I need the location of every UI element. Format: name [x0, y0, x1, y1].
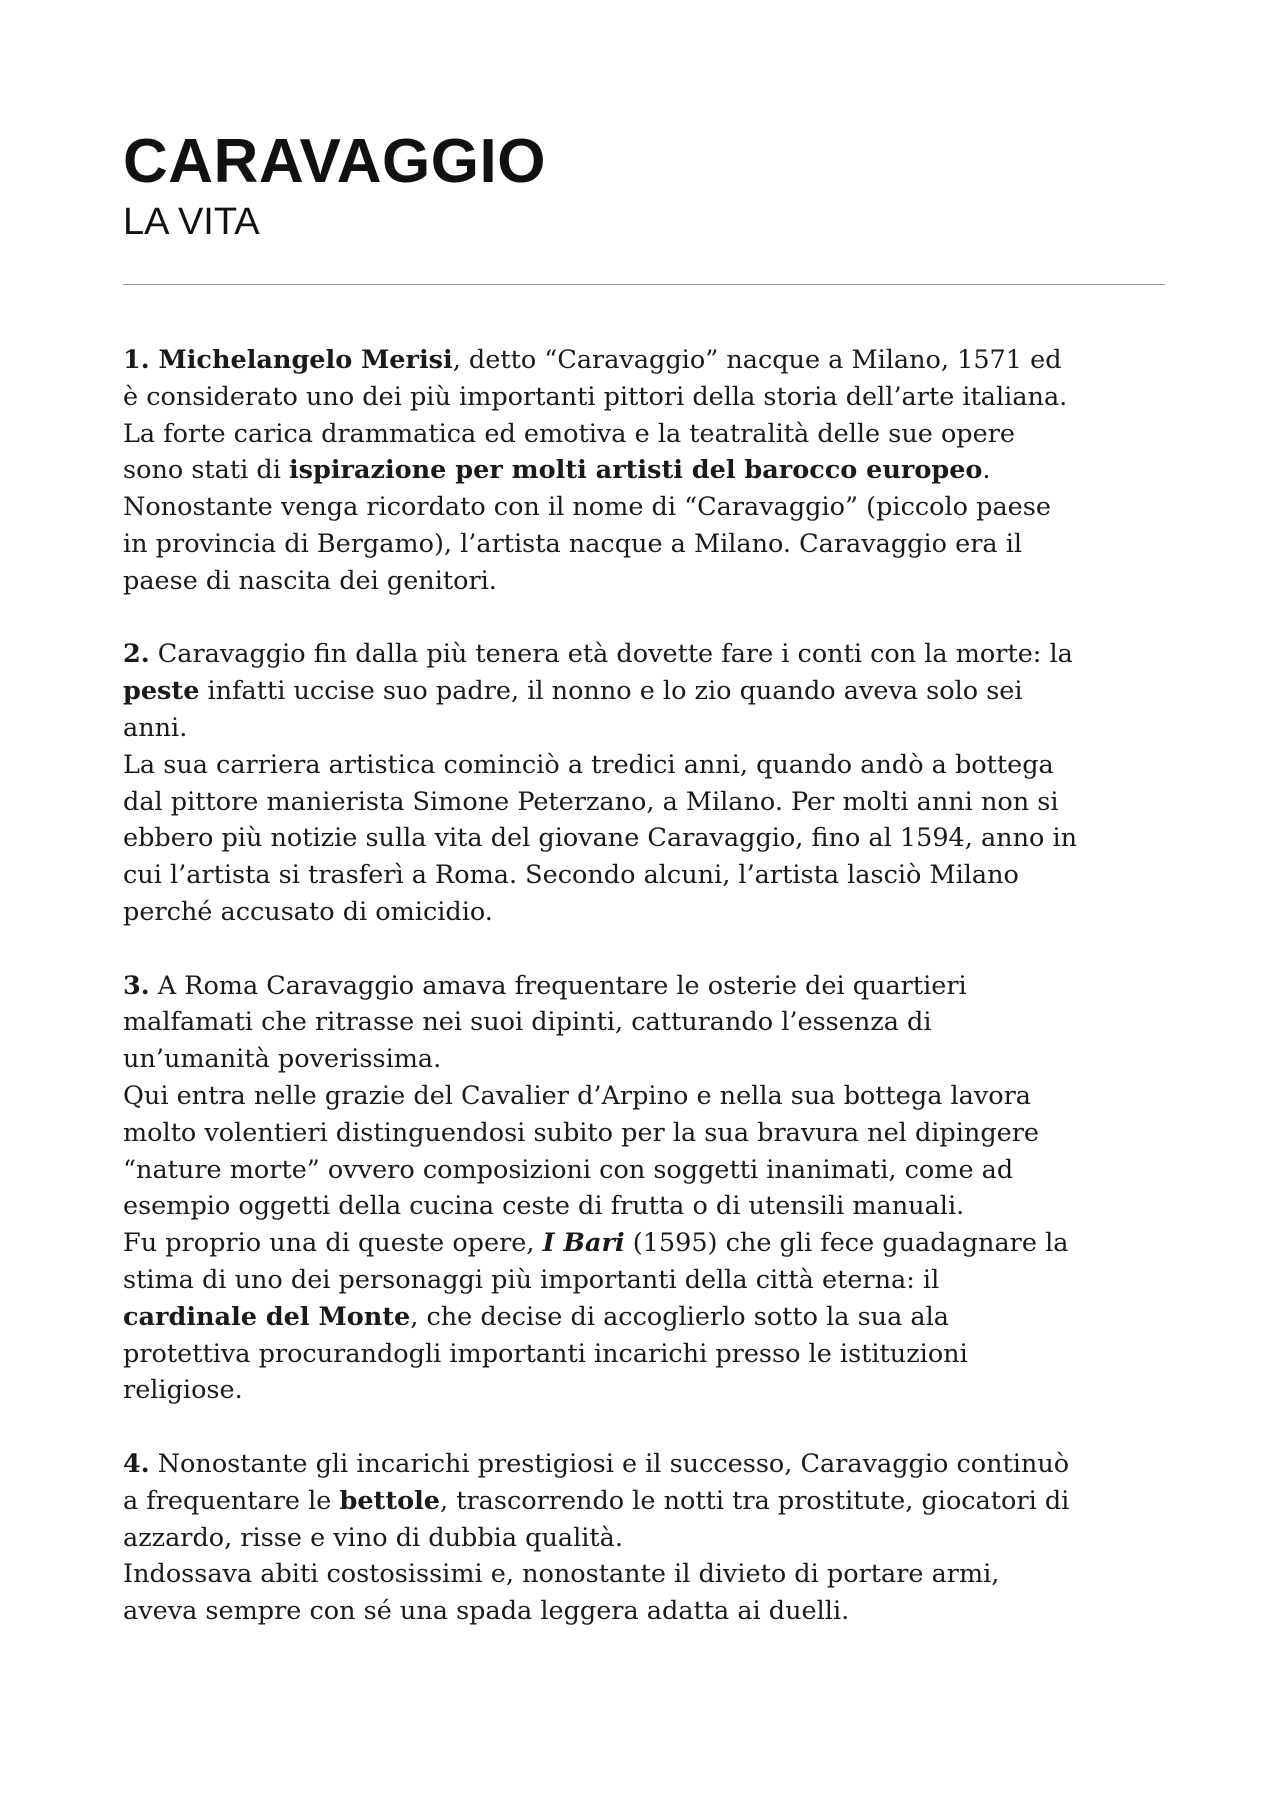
text-run: Nonostante venga ricordato con il nome di “Caravaggio” (piccolo paese [123, 492, 1051, 523]
text-run: molto volentieri distinguendosi subito per la sua bravura nel dipingere [123, 1117, 1040, 1148]
text-line [123, 636, 1165, 673]
text-line [123, 1188, 1165, 1225]
paragraph-1 [123, 342, 1165, 600]
text-run: Indossava abiti costosissimi e, nonostante il divieto di portare armi, [123, 1559, 1000, 1590]
bold-run: ispirazione per molti artisti del barocco europeo [288, 455, 983, 486]
text-run: anni. [123, 712, 188, 743]
text-run: azzardo, risse e vino di dubbia qualità. [123, 1522, 623, 1553]
text-line [123, 1483, 1165, 1520]
text-line [123, 416, 1165, 453]
text-run: sono stati di [123, 455, 289, 486]
text-run: è considerato uno dei più importanti pittori della storia dell’arte italiana. [123, 381, 1068, 412]
text-run: cui l’artista si trasferì a Roma. Secondo alcuni, l’artista lasciò Milano [123, 860, 1019, 891]
text-run: perché accusato di omicidio. [123, 896, 493, 927]
text-line [123, 857, 1165, 894]
text-line [123, 1225, 1165, 1262]
text-line [123, 673, 1165, 710]
text-run: esempio oggetti della cucina ceste di frutta o di utensili manuali. [123, 1191, 965, 1222]
bold-run: 1. Michelangelo Merisi [123, 345, 453, 375]
text-line [123, 379, 1165, 416]
text-run: aveva sempre con sé una spada leggera adatta ai duelli. [123, 1596, 850, 1627]
bold-run: bettole [339, 1485, 441, 1516]
text-line [123, 894, 1165, 931]
bold-run: cardinale del Monte [123, 1301, 411, 1332]
text-run: Nonostante gli incarichi prestigiosi e il successo, Caravaggio continuò [149, 1448, 1070, 1479]
text-run: religiose. [123, 1375, 243, 1406]
text-run: malfamati che ritrasse nei suoi dipinti, catturando l’essenza di [123, 1007, 932, 1038]
paragraph-4 [123, 1446, 1165, 1630]
text-run: , trascorrendo le notti tra prostitute, giocatori di [440, 1485, 1070, 1516]
text-run: infatti uccise suo padre, il nonno e lo zio quando aveva solo sei [199, 676, 1023, 707]
text-run: , che decise di accoglierlo sotto la sua ala [410, 1301, 949, 1332]
text-run: Fu proprio una di queste opere, [123, 1228, 543, 1259]
text-line [123, 563, 1165, 600]
text-line [123, 784, 1165, 821]
text-run: La sua carriera artistica cominciò a tredici anni, quando andò a bottega [123, 749, 1054, 780]
text-run: , detto “Caravaggio” nacque a Milano, 1571 ed [452, 345, 1062, 375]
text-line [123, 1299, 1165, 1336]
article-body [123, 342, 1165, 1630]
paragraph-2 [123, 636, 1165, 930]
text-run: A Roma Caravaggio amava frequentare le osterie dei quartieri [149, 970, 967, 1001]
text-line [123, 968, 1165, 1005]
text-line [123, 747, 1165, 784]
text-line [123, 342, 1165, 379]
text-line [123, 820, 1165, 857]
emphasis-run [543, 1228, 625, 1258]
text-line [123, 1152, 1165, 1189]
text-line [123, 1336, 1165, 1373]
text-run: paese di nascita dei genitori. [123, 565, 497, 596]
text-run: protettiva procurandogli importanti incarichi presso le istituzioni [123, 1338, 968, 1369]
italic-run: I Bari [542, 1228, 625, 1259]
text-run: La forte carica drammatica ed emotiva e la teatralità delle sue opere [123, 418, 1016, 449]
text-run: Caravaggio fin dalla più tenera età dovette fare i conti con la morte: la [149, 639, 1073, 670]
text-run: in provincia di Bergamo), l’artista nacque a Milano. Caravaggio era il [123, 528, 1022, 559]
text-line [123, 1446, 1165, 1483]
text-line [123, 710, 1165, 747]
document-page [123, 128, 1165, 1667]
text-line [123, 452, 1165, 489]
text-line [123, 1593, 1165, 1630]
paragraph-3 [123, 968, 1165, 1410]
page-title: CARAVAGGIO [123, 127, 546, 196]
text-run: dal pittore manierista Simone Peterzano, a Milano. Per molti anni non si [123, 786, 1059, 817]
text-run: a frequentare le [123, 1485, 340, 1516]
text-line [123, 489, 1165, 526]
text-run: (1595) che gli fece guadagnare la [624, 1228, 1069, 1259]
text-line [123, 526, 1165, 563]
text-run: un’umanità poverissima. [123, 1044, 442, 1075]
text-line [123, 1041, 1165, 1078]
text-line [123, 1520, 1165, 1557]
bold-run: 4. [123, 1448, 150, 1479]
header-divider [123, 284, 1165, 285]
text-run: Qui entra nelle grazie del Cavalier d’Arpino e nella sua bottega lavora [123, 1080, 1032, 1111]
text-run: ebbero più notizie sulla vita del giovane Caravaggio, fino al 1594, anno in [123, 823, 1078, 854]
text-line [123, 1115, 1165, 1152]
page-subtitle: LA VITA [123, 201, 260, 243]
text-line [123, 1078, 1165, 1115]
text-line [123, 1004, 1165, 1041]
text-line [123, 1556, 1165, 1593]
text-line [123, 1262, 1165, 1299]
text-run: stima di uno dei personaggi più importanti della città eterna: il [123, 1264, 940, 1295]
bold-run: 3. [123, 970, 150, 1001]
bold-run: 2. [123, 639, 150, 670]
bold-run: peste [123, 676, 200, 707]
text-run: “nature morte” ovvero composizioni con soggetti inanimati, come ad [123, 1154, 1014, 1185]
text-line [123, 1372, 1165, 1409]
text-run: . [982, 455, 991, 486]
